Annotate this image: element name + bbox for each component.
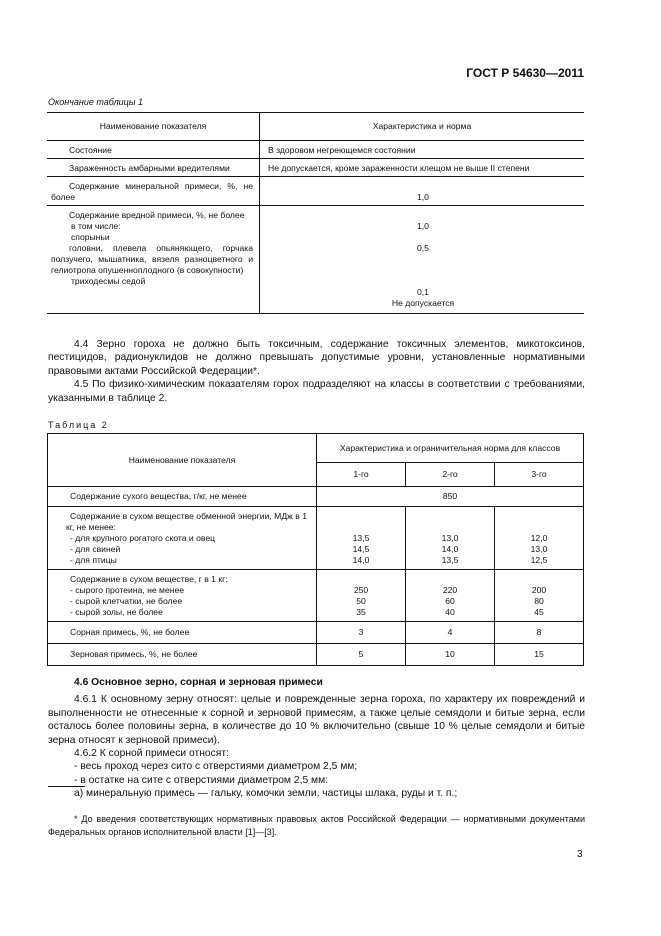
table1-cell-name bbox=[47, 206, 260, 314]
table2-cell-name: Содержание сухого вещества, г/кг, не менее bbox=[48, 487, 317, 507]
table2-cell-value bbox=[317, 507, 406, 570]
table1-cell-value: Не допускается, кроме зараженности клещом не выше II степени bbox=[260, 159, 585, 177]
document-code: ГОСТ Р 54630—2011 bbox=[466, 66, 584, 80]
value: 220 bbox=[442, 585, 458, 595]
content-row-name: - сырой клетчатки, не более bbox=[70, 596, 183, 606]
table1-cell-name: Состояние bbox=[47, 141, 260, 159]
table-row bbox=[47, 206, 584, 314]
paragraph: 4.4 Зерно гороха не должно быть токсичным, содержание токсичных элементов, микотоксинов, пестицидов, радионуклидов не должно превышать допустимые уровни, установленные нормативными правовыми актами Российской Федерации*. bbox=[48, 339, 585, 377]
harmful-sub-name: головни, плевела опьяняющего, горчака ползучего, мышатника, вязеля разноцветного и гелиотропа опушенноплодного (в совокупности) bbox=[51, 243, 253, 275]
value: 13,0 bbox=[441, 533, 459, 543]
page-number: 3 bbox=[577, 849, 583, 860]
value: 80 bbox=[534, 596, 544, 606]
harmful-sub-name: триходесмы седой bbox=[71, 276, 146, 286]
harmful-label: Содержание вредной примеси, %, не более bbox=[69, 210, 245, 220]
value: 200 bbox=[531, 585, 547, 595]
content-label: Содержание в сухом веществе, г в 1 кг: bbox=[70, 574, 228, 584]
table2-cell-value bbox=[406, 570, 495, 622]
value: 250 bbox=[353, 585, 369, 595]
energy-row-name: - для свиней bbox=[70, 544, 121, 554]
harmful-value: 1,0 bbox=[417, 221, 429, 231]
value: 14,0 bbox=[441, 544, 459, 554]
value: 13,0 bbox=[530, 544, 548, 554]
value: 45 bbox=[534, 607, 544, 617]
harmful-sub-name: спорыньи bbox=[71, 232, 110, 242]
table2-cell-value: 3 bbox=[317, 622, 406, 644]
table2-class-header: 2-го bbox=[406, 463, 495, 487]
paragraphs-block bbox=[48, 338, 585, 405]
table-row bbox=[47, 177, 584, 206]
table2-cell-value bbox=[495, 507, 584, 570]
paragraph: а) минеральную примесь — гальку, комочки земли, частицы шлака, руды и т. п.; bbox=[74, 788, 458, 800]
paragraph: - весь проход через сито с отверстиями диаметром 2,5 мм; bbox=[74, 761, 358, 773]
paragraph: - в остатке на сите с отверстиями диаметром 2,5 мм: bbox=[74, 774, 329, 786]
table2-cell-value: 5 bbox=[317, 644, 406, 666]
harmful-sub-value: Не допускается bbox=[391, 298, 455, 308]
table2-cell-value: 15 bbox=[495, 644, 584, 666]
table1-cell-name: Содержание минеральной примеси, %, не более bbox=[47, 177, 260, 206]
value: 12,5 bbox=[530, 555, 548, 565]
table2-cell-value bbox=[406, 507, 495, 570]
table2-caption: Таблица 2 bbox=[48, 420, 109, 430]
table1-cell-value: В здоровом негреющемся состоянии bbox=[260, 141, 585, 159]
energy-row-name: - для птицы bbox=[70, 555, 117, 565]
table2-cell-name: Сорная примесь, %, не более bbox=[48, 622, 317, 644]
section-4-6 bbox=[48, 676, 585, 801]
paragraph: 4.6.1 К основному зерну относят: целые и поврежденные зерна гороха, по характеру их повреждений и выполненности не отнесенные к сорной и зерновой примесям, а также целые семядоли и битые зерна, если осталось более половины зерна, в количестве до 10 % включительно (свыше 10 % целые семядоли и битые зерна относят к зерновой примеси). bbox=[48, 694, 585, 746]
value: 13,5 bbox=[441, 555, 459, 565]
value: 40 bbox=[445, 607, 455, 617]
table2-group-header: Характеристика и ограничительная норма для классов bbox=[317, 434, 584, 463]
table2-cell-value: 850 bbox=[317, 487, 584, 507]
paragraph: 4.6.2 К сорной примеси относят: bbox=[74, 748, 229, 760]
value: 35 bbox=[356, 607, 366, 617]
table2-cell-value: 10 bbox=[406, 644, 495, 666]
table1 bbox=[47, 112, 584, 314]
energy-label: Содержание в сухом веществе обменной энергии, МДж в 1 кг, не менее: bbox=[66, 511, 308, 532]
value: 13,5 bbox=[352, 533, 370, 543]
table1-cell-name: Зараженность амбарными вредителями bbox=[47, 159, 260, 177]
harmful-sub-label: в том числе: bbox=[71, 221, 121, 231]
footnote: * До введения соответствующих нормативных правовых актов Российской Федерации — нормативными документами Федеральных органов исполнительной власти [1]—[3]. bbox=[48, 814, 585, 837]
value: 14,0 bbox=[352, 555, 370, 565]
table2-cell-name bbox=[48, 570, 317, 622]
table2 bbox=[47, 433, 584, 666]
content-row-name: - сырого протеина, не менее bbox=[70, 585, 185, 595]
table2-class-header: 3-го bbox=[495, 463, 584, 487]
section-heading: 4.6 Основное зерно, сорная и зерновая примеси bbox=[74, 677, 323, 688]
value: 14,5 bbox=[352, 544, 370, 554]
table-row bbox=[48, 622, 584, 644]
table-row bbox=[47, 159, 584, 177]
table2-class-header: 1-го bbox=[317, 463, 406, 487]
paragraph: 4.5 По физико-химическим показателям горох подразделяют на классы в соответствии с требованиями, указанными в таблице 2. bbox=[48, 379, 585, 404]
value: 50 bbox=[356, 596, 366, 606]
table2-cell-value: 8 bbox=[495, 622, 584, 644]
table2-cell-value: 4 bbox=[406, 622, 495, 644]
table-row bbox=[48, 570, 584, 622]
table2-cell-value bbox=[317, 570, 406, 622]
content-row-name: - сырой золы, не более bbox=[70, 607, 163, 617]
value: 12,0 bbox=[530, 533, 548, 543]
table1-cell-value: 1,0 bbox=[260, 177, 585, 206]
table-row bbox=[47, 141, 584, 159]
harmful-sub-value: 0,1 bbox=[417, 287, 429, 297]
table-row bbox=[48, 487, 584, 507]
value: 60 bbox=[445, 596, 455, 606]
table2-cell-name: Зерновая примесь, %, не более bbox=[48, 644, 317, 666]
table1-cell-value bbox=[260, 206, 585, 314]
table1-header-name: Наименование показателя bbox=[47, 113, 260, 141]
table-row bbox=[48, 644, 584, 666]
footnote-divider bbox=[48, 786, 85, 787]
energy-row-name: - для крупного рогатого скота и овец bbox=[70, 533, 216, 543]
table1-caption: Окончание таблицы 1 bbox=[48, 97, 143, 107]
table2-cell-name bbox=[48, 507, 317, 570]
table2-header-name: Наименование показателя bbox=[48, 434, 317, 487]
table2-cell-value bbox=[495, 570, 584, 622]
table1-header-value: Характеристика и норма bbox=[260, 113, 585, 141]
table-row bbox=[48, 507, 584, 570]
harmful-sub-value: 0,5 bbox=[417, 243, 429, 253]
